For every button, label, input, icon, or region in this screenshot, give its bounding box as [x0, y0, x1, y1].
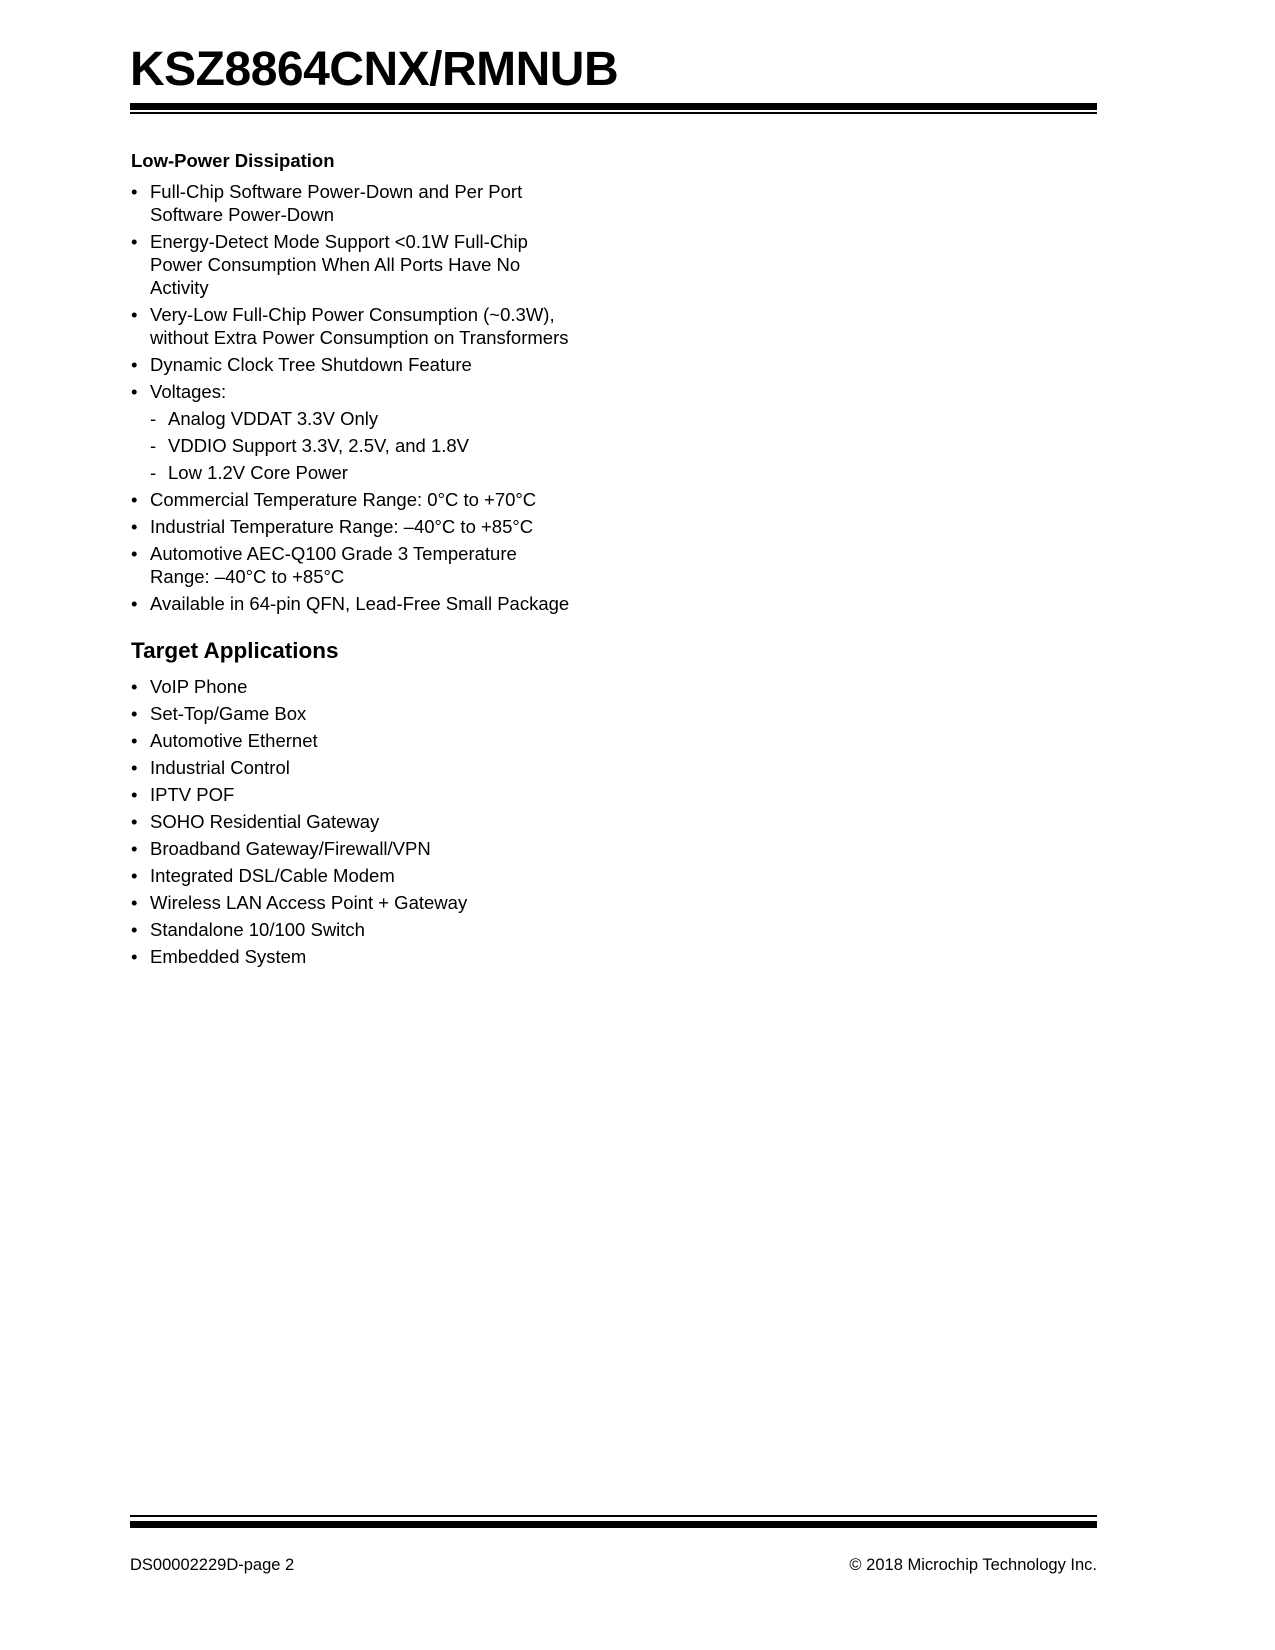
- copyright: © 2018 Microchip Technology Inc.: [849, 1556, 1097, 1574]
- list-item: • Full-Chip Software Power-Down and Per Port Software Power-Down: [131, 180, 571, 226]
- list-item: • Integrated DSL/Cable Modem: [131, 864, 571, 887]
- low-power-heading: Low-Power Dissipation: [131, 150, 335, 171]
- list-item: • Embedded System: [131, 945, 571, 968]
- sub-list-item: - VDDIO Support 3.3V, 2.5V, and 1.8V: [131, 434, 571, 457]
- list-item: • Automotive Ethernet: [131, 729, 571, 752]
- main-content: [131, 149, 571, 972]
- list-item: • VoIP Phone: [131, 675, 571, 698]
- sub-list-item: - Analog VDDAT 3.3V Only: [131, 407, 571, 430]
- list-item: • SOHO Residential Gateway: [131, 810, 571, 833]
- list-item: • Dynamic Clock Tree Shutdown Feature: [131, 353, 571, 376]
- list-item: • Energy-Detect Mode Support <0.1W Full-Chip Power Consumption When All Ports Have No Activity: [131, 230, 571, 299]
- header-rule-thick: [130, 103, 1097, 110]
- target-applications-heading: Target Applications: [131, 638, 339, 663]
- list-item: • Very-Low Full-Chip Power Consumption (~0.3W), without Extra Power Consumption on Transformers: [131, 303, 571, 349]
- page-number: DS00002229D-page 2: [130, 1556, 295, 1574]
- document-title: KSZ8864CNX/RMNUB: [130, 43, 619, 96]
- list-item: • Broadband Gateway/Firewall/VPN: [131, 837, 571, 860]
- target-applications-list: [131, 675, 571, 968]
- header-rule-thin: [130, 112, 1097, 114]
- footer-rule-thick: [130, 1521, 1097, 1528]
- list-item: • Commercial Temperature Range: 0°C to +70°C: [131, 488, 571, 511]
- list-item: • Industrial Temperature Range: –40°C to +85°C: [131, 515, 571, 538]
- list-item: • IPTV POF: [131, 783, 571, 806]
- footer-rule-thin: [130, 1515, 1097, 1517]
- list-item: • Wireless LAN Access Point + Gateway: [131, 891, 571, 914]
- sub-list-item: - Low 1.2V Core Power: [131, 461, 571, 484]
- list-item: • Set-Top/Game Box: [131, 702, 571, 725]
- list-item: • Industrial Control: [131, 756, 571, 779]
- list-item: • Standalone 10/100 Switch: [131, 918, 571, 941]
- list-item: • Available in 64-pin QFN, Lead-Free Small Package: [131, 592, 571, 615]
- list-item: • Voltages:: [131, 380, 571, 403]
- low-power-list: [131, 180, 571, 615]
- list-item: • Automotive AEC-Q100 Grade 3 Temperature Range: –40°C to +85°C: [131, 542, 571, 588]
